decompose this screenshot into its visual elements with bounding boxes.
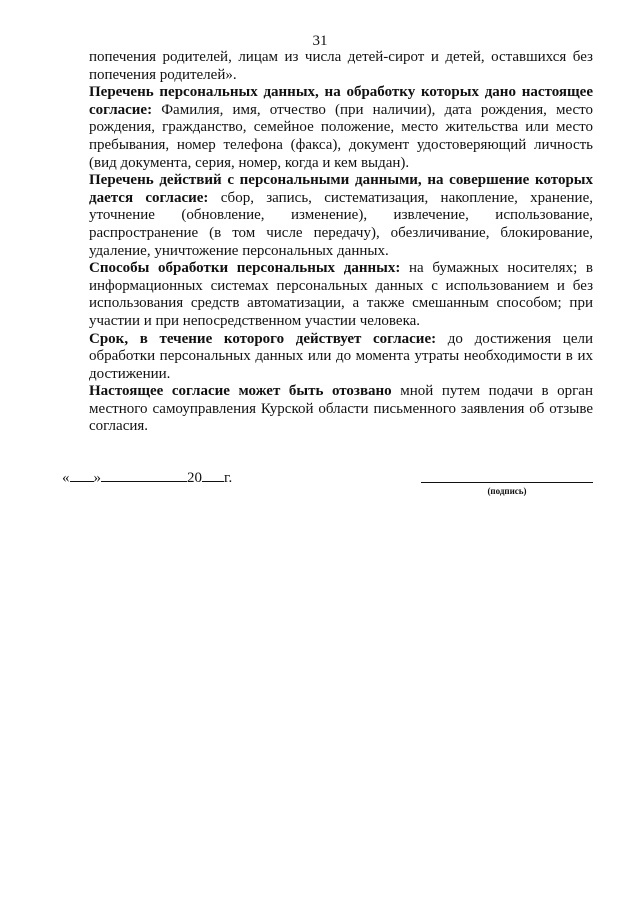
paragraph-lead: Способы обработки персональных данных: [89, 260, 401, 277]
paragraph-lead: Настоящее согласие может быть отозвано [89, 383, 392, 400]
paragraph-guardianship-continuation [89, 49, 593, 84]
date-day-blank[interactable] [70, 467, 94, 482]
paragraph-text: Фамилия, имя, отчество (при наличии), дата рождения, место рождения, гражданство, семейное положение, место жительства или место пребывания, номер телефона (факса), документ удостоверяющий личность (вид документа, серия, номер, когда и кем выдан). [89, 101, 593, 171]
signature-line[interactable] [421, 482, 593, 483]
date-year-blank[interactable] [202, 467, 224, 482]
date-field[interactable] [62, 467, 232, 487]
paragraph-consent-revocation [89, 383, 593, 436]
page-number: 31 [312, 33, 328, 49]
paragraph-personal-data-list [89, 84, 593, 172]
paragraph-text: попечения родителей, лицам из числа детей-сирот и детей, оставшихся без попечения родителей». [89, 49, 593, 83]
signature-caption: (подпись) [487, 486, 527, 496]
paragraph-text: мной путем подачи в орган местного самоуправления Курской области письменного заявления об отзыве согласия. [89, 383, 593, 435]
paragraph-text: на бумажных носителях; в информационных системах персональных данных с использованием и без использования средств автоматизации, а также смешанным способом; при участии и при непосредственном участии человека. [89, 260, 593, 329]
signature-block [0, 467, 640, 507]
paragraph-text: до достижения цели обработки персональных данных или до момента утраты необходимости в их достижении. [89, 330, 593, 382]
date-month-blank[interactable] [101, 467, 187, 482]
paragraph-lead: Перечень персональных данных, на обработку которых дано настоящее согласие: [89, 84, 593, 118]
date-close-quote: » [93, 470, 101, 486]
paragraph-actions-list [89, 172, 593, 260]
paragraph-lead: Срок, в течение которого действует согласие: [89, 330, 437, 347]
paragraph-lead: Перечень действий с персональными данными, на совершение которых дается согласие: [89, 172, 593, 206]
paragraph-processing-methods [89, 260, 593, 330]
paragraph-consent-term [89, 331, 593, 384]
paragraph-text: сбор, запись, систематизация, накопление, хранение, уточнение (обновление, изменение), извлечение, использование, распространение (в том числе передачу), обезличивание, блокирование, удаление, уничтожение персональных данных. [89, 189, 593, 259]
date-year-suffix: г. [224, 470, 233, 486]
date-open-quote: « [62, 470, 70, 486]
document-body [89, 49, 593, 436]
date-year-prefix: 20 [187, 470, 202, 486]
